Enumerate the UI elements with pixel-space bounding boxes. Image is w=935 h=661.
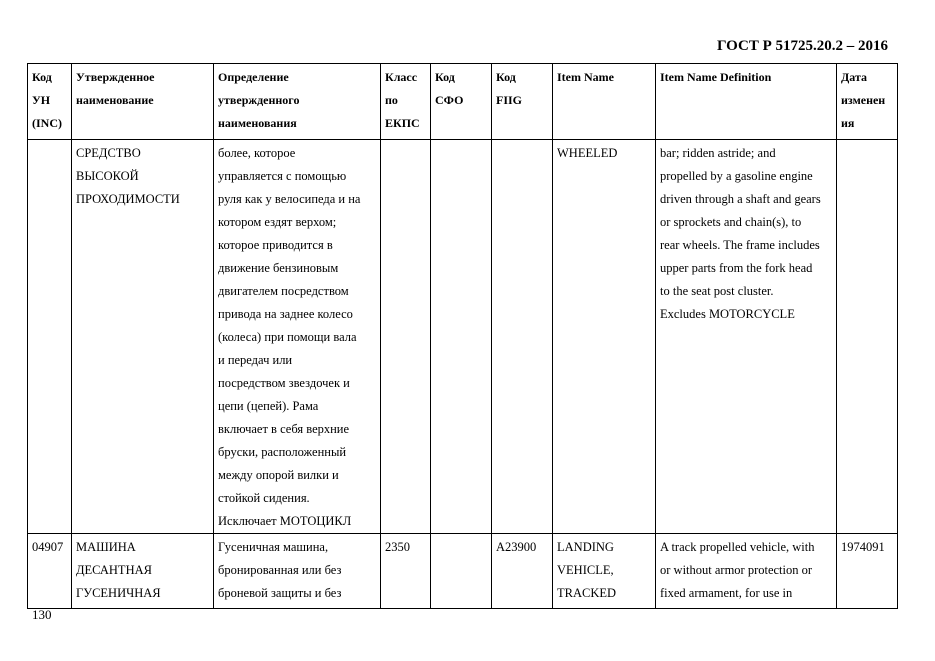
cell-text-line: WHEELED: [557, 146, 618, 160]
cell-name-definition: [214, 140, 381, 534]
cell-text-line: Определение: [218, 70, 289, 84]
item-name-table: [27, 63, 898, 609]
header-name-definition: [214, 64, 381, 140]
cell-text-line: (колеса) при помощи вала: [218, 330, 357, 344]
cell-text-line: driven through a shaft and gears: [660, 192, 821, 206]
cell-text-line: движение бензиновым: [218, 261, 339, 275]
cell-text-line: Item Name Definition: [660, 70, 772, 84]
cell-text-line: (INC): [32, 116, 62, 130]
cell-text-line: LANDING: [557, 540, 614, 554]
cell-text-line: A23900: [496, 540, 537, 554]
cell-text-line: Утвержденное: [76, 70, 155, 84]
cell-ekps-class: [381, 534, 431, 609]
cell-text-line: цепи (цепей). Рама: [218, 399, 319, 413]
cell-approved-name: [72, 140, 214, 534]
cell-text-line: to the seat post cluster.: [660, 284, 774, 298]
header-sfo-code: [431, 64, 492, 140]
cell-text-line: руля как у велосипеда и на: [218, 192, 361, 206]
cell-text-line: fixed armament, for use in: [660, 586, 793, 600]
cell-text-line: УН: [32, 93, 51, 107]
cell-text-line: ЕКПС: [385, 116, 420, 130]
cell-text-line: утвержденного: [218, 93, 300, 107]
cell-text-line: TRACKED: [557, 586, 617, 600]
cell-text-line: Исключает МОТОЦИКЛ: [218, 514, 352, 528]
cell-text-line: ВЫСОКОЙ: [76, 169, 139, 183]
table-header-row: [28, 64, 898, 140]
cell-text-line: upper parts from the fork head: [660, 261, 813, 275]
page-number: 130: [32, 607, 52, 622]
cell-change-date: [837, 140, 898, 534]
cell-inc-code: [28, 140, 72, 534]
cell-text-line: or without armor protection or: [660, 563, 813, 577]
cell-text-line: стойкой сидения.: [218, 491, 310, 505]
cell-text-line: or sprockets and chain(s), to: [660, 215, 802, 229]
cell-item-name-definition: [656, 534, 837, 609]
cell-change-date: [837, 534, 898, 609]
header-item-name-definition: [656, 64, 837, 140]
cell-approved-name: [72, 534, 214, 609]
header-inc-code: [28, 64, 72, 140]
cell-text-line: 1974091: [841, 540, 885, 554]
cell-text-line: Код: [32, 70, 52, 84]
header-approved-name: [72, 64, 214, 140]
cell-text-line: Item Name: [557, 70, 614, 84]
cell-text-line: МАШИНА: [76, 540, 136, 554]
cell-text-line: котором ездят верхом;: [218, 215, 337, 229]
cell-text-line: двигателем посредством: [218, 284, 349, 298]
cell-text-line: FIIG: [496, 93, 523, 107]
cell-text-line: включает в себя верхние: [218, 422, 350, 436]
header-ekps-class: [381, 64, 431, 140]
cell-text-line: rear wheels. The frame includes: [660, 238, 820, 252]
cell-text-line: наименование: [76, 93, 154, 107]
header-change-date: [837, 64, 898, 140]
cell-sfo-code: [431, 140, 492, 534]
cell-text-line: управляется с помощью: [218, 169, 347, 183]
cell-text-line: которое приводится в: [218, 238, 333, 252]
cell-text-line: между опорой вилки и: [218, 468, 339, 482]
cell-text-line: изменен: [841, 93, 886, 107]
cell-text-line: более, которое: [218, 146, 296, 160]
cell-text-line: 04907: [32, 540, 64, 554]
document-code: ГОСТ Р 51725.20.2 – 2016: [716, 38, 888, 54]
cell-sfo-code: [431, 534, 492, 609]
cell-text-line: 2350: [385, 540, 410, 554]
cell-text-line: Класс: [385, 70, 418, 84]
cell-text-line: A track propelled vehicle, with: [660, 540, 815, 554]
cell-text-line: VEHICLE,: [557, 563, 614, 577]
cell-text-line: привода на заднее колесо: [218, 307, 353, 321]
cell-text-line: ия: [841, 116, 855, 130]
cell-item-name: [553, 534, 656, 609]
cell-name-definition: [214, 534, 381, 609]
cell-text-line: броневой защиты и без: [218, 586, 342, 600]
cell-text-line: Гусеничная машина,: [218, 540, 329, 554]
cell-text-line: Код: [496, 70, 516, 84]
cell-text-line: Код: [435, 70, 455, 84]
cell-item-name-definition: [656, 140, 837, 534]
cell-ekps-class: [381, 140, 431, 534]
header-item-name: [553, 64, 656, 140]
header-fiig-code: [492, 64, 553, 140]
cell-text-line: ПРОХОДИМОСТИ: [76, 192, 180, 206]
cell-item-name: [553, 140, 656, 534]
cell-text-line: Excludes MOTORCYCLE: [660, 307, 795, 321]
cell-text-line: по: [385, 93, 398, 107]
cell-text-line: посредством звездочек и: [218, 376, 350, 390]
cell-text-line: СРЕДСТВО: [76, 146, 141, 160]
cell-text-line: бруски, расположенный: [218, 445, 347, 459]
cell-text-line: и передач или: [218, 353, 293, 367]
cell-text-line: СФО: [435, 93, 464, 107]
cell-text-line: Дата: [841, 70, 867, 84]
cell-text-line: бронированная или без: [218, 563, 342, 577]
cell-text-line: ГУСЕНИЧНАЯ: [76, 586, 161, 600]
cell-fiig-code: [492, 140, 553, 534]
cell-text-line: наименования: [218, 116, 297, 130]
cell-fiig-code: [492, 534, 553, 609]
table-row: [28, 534, 898, 609]
table-row: [28, 140, 898, 534]
cell-text-line: bar; ridden astride; and: [660, 146, 776, 160]
cell-text-line: propelled by a gasoline engine: [660, 169, 813, 183]
cell-inc-code: [28, 534, 72, 609]
cell-text-line: ДЕСАНТНАЯ: [76, 563, 152, 577]
